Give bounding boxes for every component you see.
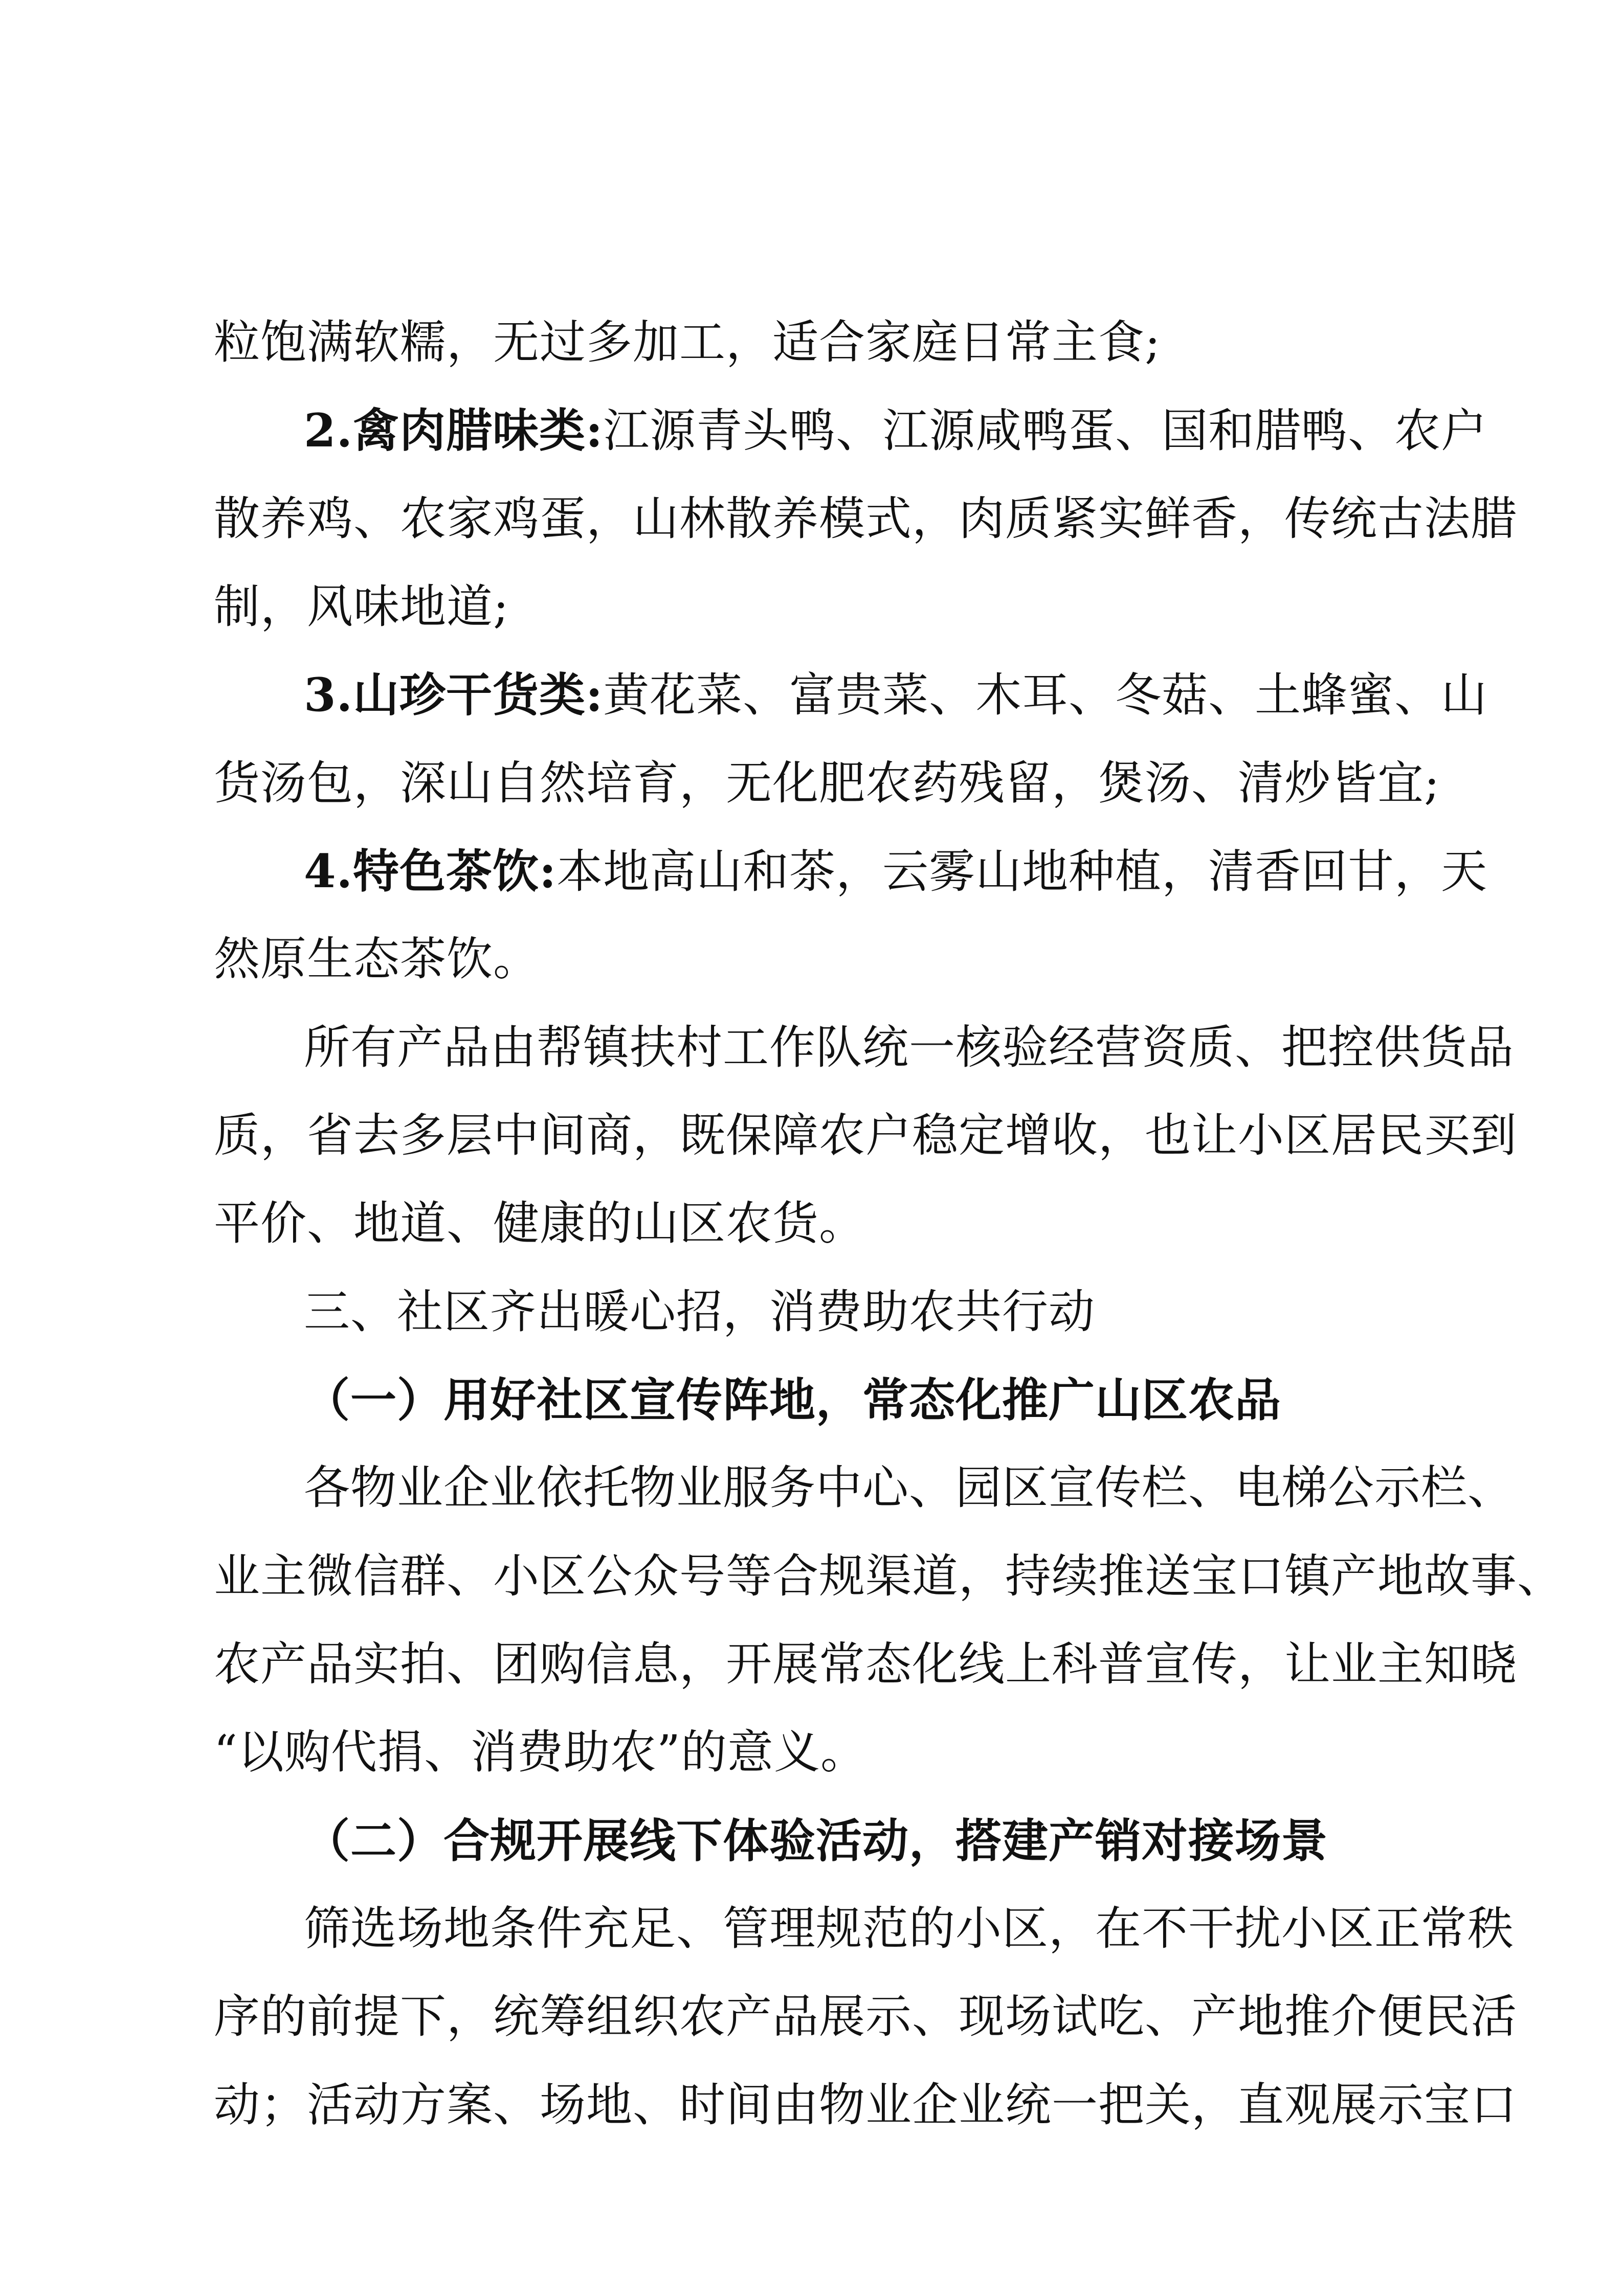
line-text: 制，风味地道; (214, 580, 509, 634)
paragraph-line (214, 579, 1421, 635)
list-item-label: 3.山珍干货类: (304, 668, 604, 722)
paragraph-line (304, 1020, 1514, 1076)
paragraph-line (214, 1196, 1421, 1252)
paragraph-line (214, 491, 1517, 547)
list-item-label: 2.禽肉腊味类: (304, 403, 604, 458)
paragraph-line (214, 2077, 1517, 2133)
section-heading (304, 1284, 1511, 1340)
paragraph-line (304, 1460, 1514, 1516)
list-item-mountain-goods (304, 667, 1488, 723)
paragraph-line (214, 755, 1440, 812)
line-text: 质，省去多层中间商，既保障农户稳定增收，也让小区居民买到 (214, 1109, 1517, 1162)
line-text: 粒饱满软糯，无过多加工，适合家庭日常主食; (214, 316, 1161, 369)
line-text: 货汤包，深山自然培育，无化肥农药残留，煲汤、清炒皆宜; (214, 756, 1440, 810)
list-item-label: 4.特色茶饮: (304, 844, 557, 898)
list-item-tea (304, 843, 1488, 899)
paragraph-line (214, 1108, 1517, 1164)
paragraph-line (214, 1548, 1564, 1605)
line-text: 序的前提下，统筹组织农产品展示、现场试吃、产地推介便民活 (214, 1990, 1517, 2043)
line-text: “以购代捐、消费助农”的意义。 (214, 1725, 867, 1779)
line-text: 散养鸡、农家鸡蛋，山林散养模式，肉质紧实鲜香，传统古法腊 (214, 492, 1517, 546)
line-text: 筛选场地条件充足、管理规范的小区，在不干扰小区正常秩 (304, 1902, 1514, 1955)
paragraph-line (214, 1989, 1517, 2045)
subsection-heading-2 (304, 1813, 1511, 1869)
paragraph-line (214, 314, 1421, 371)
line-text: 江源青头鸭、江源咸鸭蛋、国和腊鸭、农户 (603, 404, 1488, 458)
paragraph-line (214, 1636, 1517, 1693)
subsection-heading-1 (304, 1372, 1511, 1428)
line-text: 平价、地道、健康的山区农货。 (214, 1197, 865, 1250)
heading-text: （二）合规开展线下体验活动，搭建产销对接场景 (304, 1814, 1328, 1868)
heading-text: （一）用好社区宣传阵地，常态化推广山区农品 (304, 1373, 1281, 1427)
line-text: 各物业企业依托物业服务中心、园区宣传栏、电梯公示栏、 (304, 1461, 1514, 1515)
line-text: 所有产品由帮镇扶村工作队统一核验经营资质、把控供货品 (304, 1021, 1514, 1074)
paragraph-line (214, 931, 1421, 987)
paragraph-line (214, 1724, 1421, 1781)
heading-text: 三、社区齐出暖心招，消费助农共行动 (304, 1285, 1095, 1339)
line-text: 本地高山和茶，云雾山地种植，清香回甘，天 (557, 845, 1488, 898)
paragraph-line (304, 1901, 1514, 1957)
line-text: 农产品实拍、团购信息，开展常态化线上科普宣传，让业主知晓 (214, 1637, 1517, 1691)
line-text: 业主微信群、小区公众号等合规渠道，持续推送宝口镇产地故事、 (214, 1549, 1564, 1603)
list-item-poultry (304, 402, 1488, 459)
line-text: 黄花菜、富贵菜、木耳、冬菇、土蜂蜜、山 (603, 668, 1488, 722)
line-text: 动；活动方案、场地、时间由物业企业统一把关，直观展示宝口 (214, 2078, 1517, 2132)
line-text: 然原生态茶饮。 (214, 932, 540, 986)
